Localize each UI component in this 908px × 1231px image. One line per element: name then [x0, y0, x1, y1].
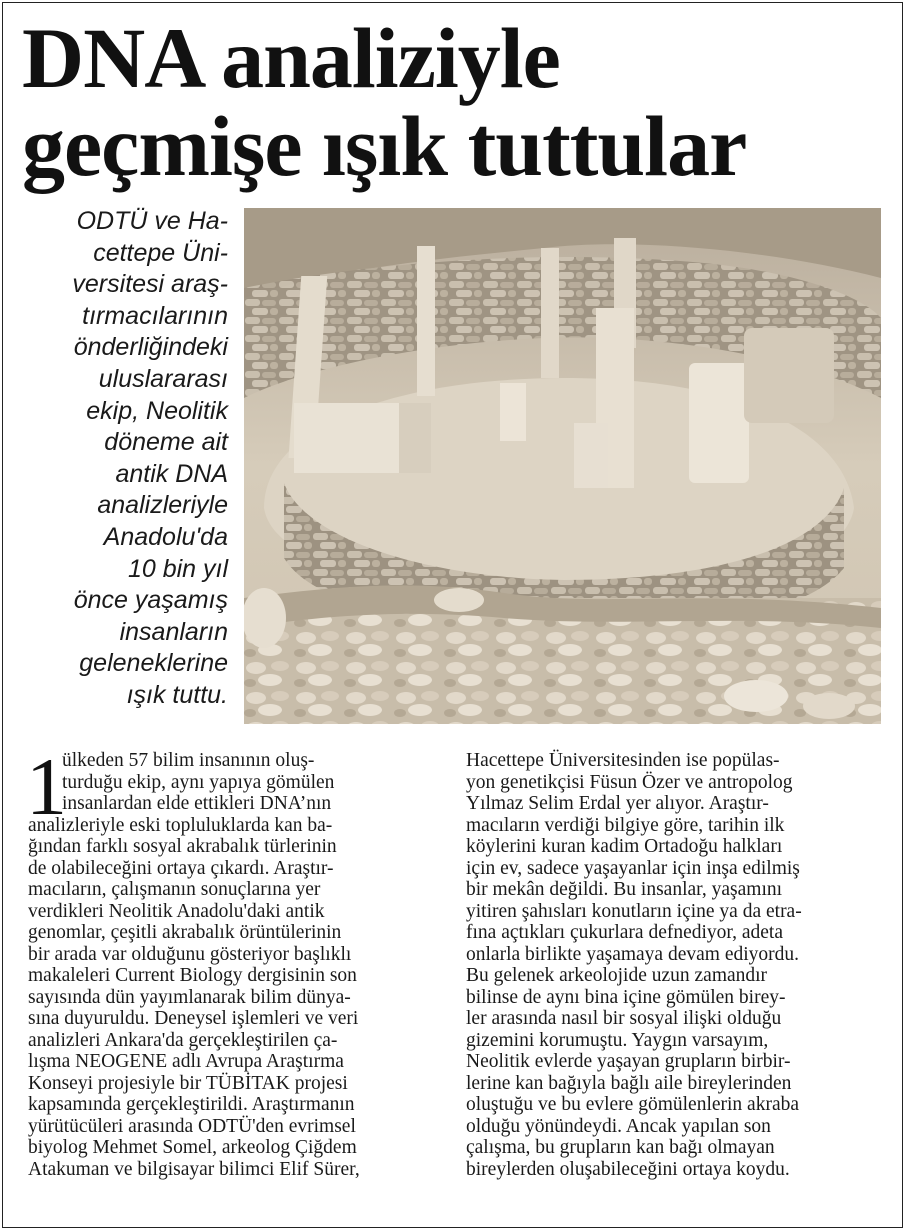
spot-line: döneme ait: [104, 428, 228, 457]
body-line: kapsamında gerçekleştirildi. Araştırmanın: [28, 1094, 355, 1115]
spot-line: analizleriyle: [97, 491, 228, 520]
spot-line: uluslararası: [98, 364, 228, 393]
body-line: bir mekân değildi. Bu insanlar, yaşamını: [466, 879, 783, 900]
body-line: lışma NEOGENE adlı Avrupa Araştırma: [28, 1051, 344, 1072]
body-line: bilinse de aynı bina içine gömülen birey-: [466, 986, 786, 1008]
body-line: de olabileceğini ortaya çıkardı. Araştır-: [28, 857, 334, 879]
body-line: analizleriyle eski topluluklarda kan ba-: [28, 814, 333, 836]
body-line: Hacettepe Üniversitesinden ise popülas-: [466, 750, 780, 771]
spot-line: Anadolu'da: [103, 522, 228, 551]
body-line: çalışma, bu grupların kan bağı olmayan: [466, 1137, 775, 1158]
body-line: macıların verdiği bilgiye göre, tarihin ilk: [466, 814, 785, 836]
spot-line: antik DNA: [115, 459, 228, 488]
spot-line: 10 bin yıl: [127, 554, 228, 583]
body-line: bir arada var olduğunu gösteriyor başlıklı: [28, 943, 352, 965]
spot-line: önce yaşamış: [73, 586, 228, 615]
body-line: köylerini kuran kadim Ortadoğu halkları: [466, 836, 783, 857]
body-line: verdikleri Neolitik Anadolu'daki antik: [28, 900, 325, 922]
body-line: insanlardan elde ettikleri DNA’nın: [62, 793, 332, 814]
body-line: yürütücüleri arasında ODTÜ'den evrimsel: [28, 1115, 356, 1137]
body-line: lerine kan bağıyla bağlı aile bireylerinden: [466, 1072, 792, 1094]
spot-line: versitesi araş-: [72, 270, 228, 299]
body-column-left: [26, 741, 448, 1180]
body-line: makaleleri Current Biology dergisinin son: [28, 965, 357, 986]
body-line: gizemini korumuştu. Yaygın varsayım,: [466, 1029, 769, 1051]
headline-line: DNA analiziyle: [22, 10, 560, 106]
body-line: için ev, sadece yaşayanlar için inşa edilmiş: [466, 857, 800, 879]
body-line: olduğu yönündeydi. Ancak yapılan son: [466, 1115, 771, 1137]
body-line: sayısında dün yayımlanarak bilim dünya-: [28, 986, 351, 1008]
excavation-photo: [244, 208, 881, 724]
body-line: biyolog Mehmet Somel, arkeolog Çiğdem: [28, 1137, 357, 1158]
body-line: fına açtıkları çukurlara defnediyor, adeta: [466, 922, 784, 943]
body-line: Bu gelenek arkeolojide uzun zamandır: [466, 965, 768, 986]
body-line: yon genetikçisi Füsun Özer ve antropolog: [466, 771, 793, 793]
body-line: analizleri Ankara'da gerçekleştirilen ça-: [28, 1029, 338, 1051]
spot-line: ışık tuttu.: [126, 680, 228, 709]
body-line: ülkeden 57 bilim insanının oluş-: [62, 750, 315, 771]
body-line: Atakuman ve bilgisayar bilimci Elif Sürer,: [28, 1158, 360, 1180]
body-line: sına duyuruldu. Deneysel işlemleri ve veri: [28, 1008, 359, 1029]
spot-line: insanların: [119, 617, 228, 646]
body-line: ler arasında nasıl bir sosyal ilişki olduğu: [466, 1008, 782, 1029]
headline: [22, 10, 892, 194]
spot-line: ekip, Neolitik: [86, 396, 228, 425]
body-line: ğından farklı sosyal akrabalık türlerinin: [28, 836, 337, 857]
spot-line: cettepe Üni-: [93, 238, 228, 267]
body-line: oluştuğu ve bu evlere gömülenlerin akraba: [466, 1094, 800, 1115]
body-line: bireylerden oluşabileceğini ortaya koydu.: [466, 1158, 790, 1180]
spot-line: tırmacılarının: [82, 301, 228, 330]
body-line: macıların, çalışmanın sonuçlarına yer: [28, 879, 321, 900]
body-line: onlarla birlikte yaşamaya devam ediyordu.: [466, 943, 800, 965]
headline-line: geçmişe ışık tuttular: [22, 98, 747, 194]
body-line: Neolitik evlerde yaşayan grupların birbir-: [466, 1051, 791, 1072]
body-line: Konseyi projesiyle bir TÜBİTAK projesi: [28, 1072, 348, 1094]
body-line: genomlar, çeşitli akrabalık örüntülerinin: [28, 922, 342, 943]
body-line: yitiren şahısları konutların içine ya da etra-: [466, 900, 802, 922]
body-line: Yılmaz Selim Erdal yer alıyor. Araştır-: [466, 793, 769, 814]
spot-text: [20, 206, 228, 712]
spot-line: ODTÜ ve Ha-: [76, 207, 228, 235]
body-column-right: [466, 750, 886, 1180]
spot-line: geleneklerine: [79, 649, 228, 678]
body-line: turduğu ekip, aynı yapıya gömülen: [62, 771, 335, 793]
dropcap: 1: [26, 741, 67, 832]
spot-line: önderliğindeki: [73, 333, 228, 362]
